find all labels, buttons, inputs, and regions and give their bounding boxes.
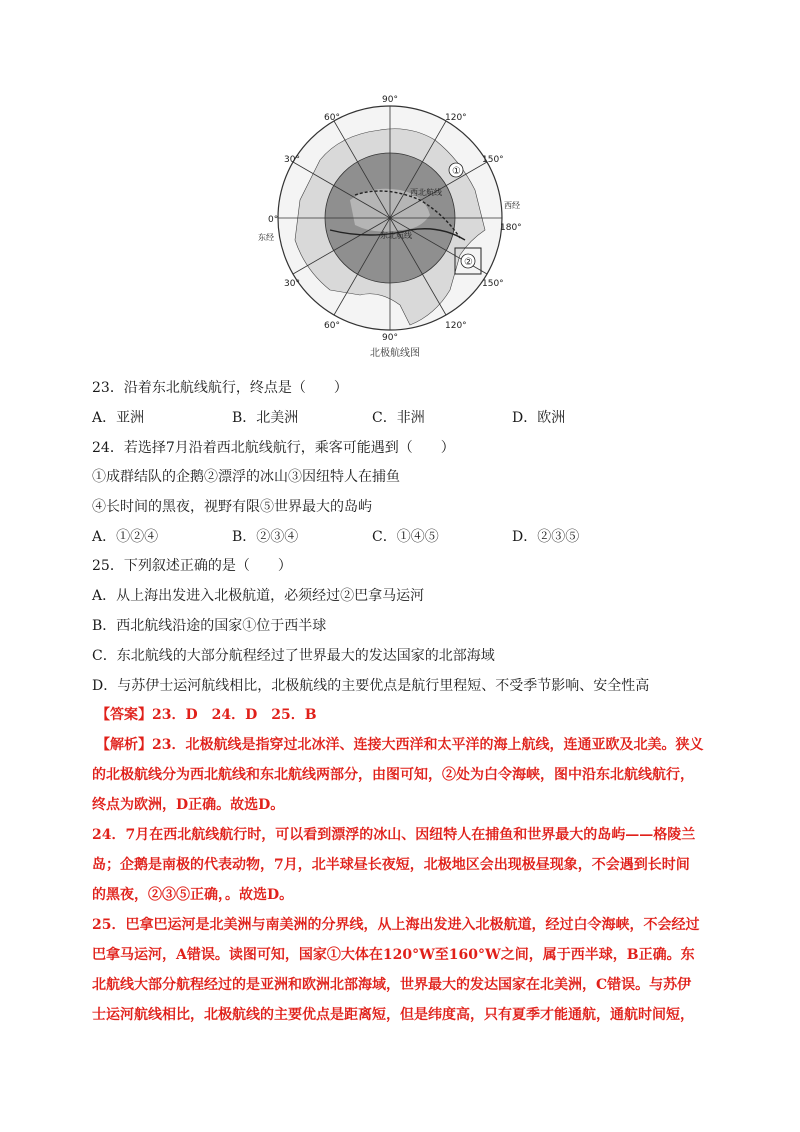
q24-option-b: B．②③④ (232, 529, 299, 545)
analysis-line-6: 25．巴拿巴运河是北美洲与南美洲的分界线，从上海出发进入北极航道，经过白令海峡，不会经过 (92, 917, 700, 933)
analysis-text-0: 23．北极航线是指穿过北冰洋、连接大西洋和太平洋的海上航线，连通亚欧及北美。狭义 (152, 737, 704, 753)
northeast-route-label: 东北航线 (380, 231, 412, 240)
east-label: 东经 (258, 233, 274, 242)
lon-60-tl-label: 60° (324, 113, 340, 123)
lon-0-label: 0° (268, 215, 279, 225)
analysis-line-2: 终点为欧洲，D正确。故选D。 (92, 797, 285, 813)
q23-option-b: B．北美洲 (232, 410, 299, 426)
lon-bottom-label: 90° (382, 333, 398, 343)
marker1-label: ① (452, 166, 461, 177)
q24-option-c: C．①④⑤ (372, 529, 439, 545)
lon-30-l1-label: 30° (284, 155, 300, 165)
lon-120-tr-label: 120° (445, 113, 467, 123)
analysis-line-9: 士运河航线相比，北极航线的主要优点是距离短，但是纬度高，只有夏季才能通航，通航时间短， (92, 1007, 694, 1023)
lon-120-br-label: 120° (445, 321, 467, 331)
analysis-line-8: 北航线大部分航程经过的是亚洲和欧洲北部海域，世界最大的发达国家在北美洲，C错误。与苏伊 (92, 977, 692, 993)
lon-top-label: 90° (382, 95, 398, 105)
lon-60-bl-label: 60° (324, 321, 340, 331)
analysis-line-5: 的黑夜，②③⑤正确，。故选D。 (92, 887, 294, 903)
q25-option-b: B．西北航线沿途的国家①位于西半球 (92, 618, 327, 634)
analysis-line-7: 巴拿马运河，A错误。读图可知，国家①大体在120°W至160°W之间，属于西半球，B正确。东 (92, 947, 695, 963)
question-24-line1: ①成群结队的企鹅②漂浮的冰山③因纽特人在捕鱼 (92, 469, 400, 485)
q24-option-a: A．①②④ (92, 529, 159, 545)
analysis-line-4: 岛；企鹅是南极的代表动物，7月，北半球昼长夜短，北极地区会出现极昼现象，不会遇到长时间 (92, 857, 690, 873)
question-25-stem: 25．下列叙述正确的是（ ） (92, 558, 292, 574)
marker2-label: ② (464, 257, 473, 268)
q25-option-c: C．东北航线的大部分航程经过了世界最大的发达国家的北部海域 (92, 648, 495, 664)
answer-text: 23．D 24．D 25．B (152, 707, 317, 723)
q25-option-d: D．与苏伊士运河航线相比，北极航线的主要优点是航行里程短、不受季节影响、安全性高 (92, 678, 650, 694)
q23-option-d: D．欧洲 (512, 410, 566, 426)
answer-line (96, 705, 317, 725)
lon-150-r2-label: 150° (482, 279, 504, 289)
map-caption: 北极航线图 (370, 348, 420, 359)
analysis-line-0 (96, 735, 703, 755)
q25-option-a: A．从上海出发进入北极航道，必须经过②巴拿马运河 (92, 588, 425, 604)
analysis-line-1: 的北极航线分为西北航线和东北航线两部分，由图可知，②处为白令海峡，图中沿东北航线航行， (92, 767, 694, 783)
lon-180-label: 180° (500, 223, 522, 233)
lon-150-r1-label: 150° (482, 155, 504, 165)
q23-option-c: C．非洲 (372, 410, 425, 426)
analysis-tag: 【解析】 (96, 737, 152, 753)
q24-option-d: D．②③⑤ (512, 529, 580, 545)
arctic-route-map (260, 90, 520, 358)
question-24-stem: 24．若选择7月沿着西北航线航行，乘客可能遇到（ ） (92, 440, 455, 456)
west-label: 西经 (504, 201, 520, 210)
question-23-stem: 23．沿着东北航线航行，终点是（ ） (92, 380, 348, 396)
polar-map-svg (260, 90, 520, 358)
lon-30-l2-label: 30° (284, 279, 300, 289)
q23-option-a: A．亚洲 (92, 410, 145, 426)
analysis-line-3: 24．7月在西北航线航行时，可以看到漂浮的冰山、因纽特人在捕鱼和世界最大的岛屿——格陵兰 (92, 827, 696, 843)
question-24-line2: ④长时间的黑夜，视野有限⑤世界最大的岛屿 (92, 499, 372, 515)
northwest-route-label: 西北航线 (410, 188, 442, 197)
answer-tag: 【答案】 (96, 707, 152, 723)
